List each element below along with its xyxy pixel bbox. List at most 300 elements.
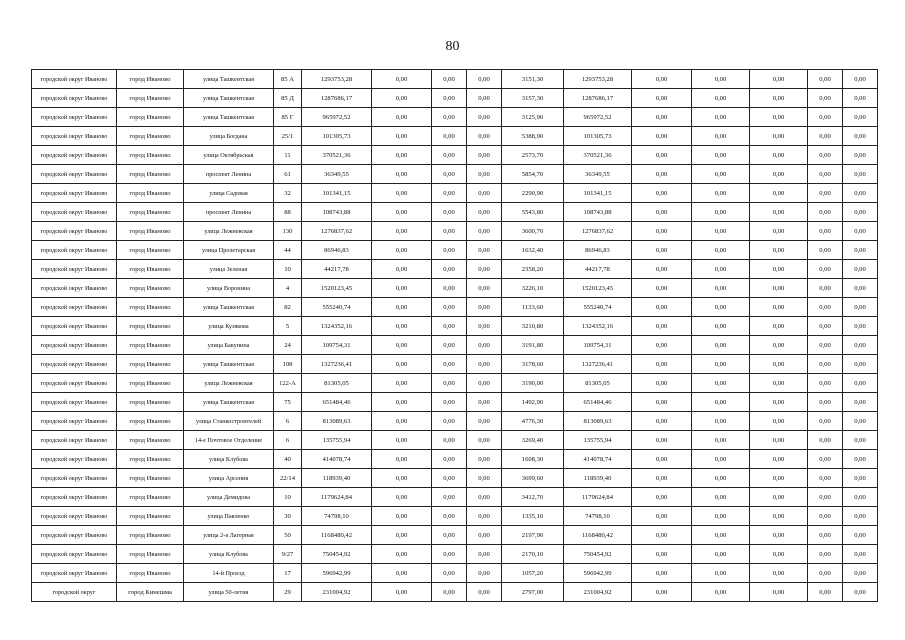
value-cell: 0,00 bbox=[632, 450, 692, 469]
value-cell: 0,00 bbox=[467, 583, 502, 602]
value-cell: 0,00 bbox=[467, 336, 502, 355]
value-cell: 0,00 bbox=[843, 298, 878, 317]
value-cell: 0,00 bbox=[808, 222, 843, 241]
value-cell: 0,00 bbox=[467, 165, 502, 184]
table-row bbox=[32, 431, 878, 450]
value-cell: 0,00 bbox=[843, 203, 878, 222]
value-cell: 0,00 bbox=[808, 70, 843, 89]
value-cell: 0,00 bbox=[432, 393, 467, 412]
locality-cell: город Иваново bbox=[117, 317, 184, 336]
locality-cell: город Иваново bbox=[117, 450, 184, 469]
value-cell: 0,00 bbox=[632, 583, 692, 602]
value-cell: 0,00 bbox=[692, 488, 750, 507]
value-cell: 0,00 bbox=[750, 469, 808, 488]
value-cell: 965972,52 bbox=[564, 108, 632, 127]
value-cell: 0,00 bbox=[750, 184, 808, 203]
street-cell: улица Арсения bbox=[184, 469, 274, 488]
table-row bbox=[32, 298, 878, 317]
value-cell: 81305,05 bbox=[302, 374, 372, 393]
value-cell: 0,00 bbox=[467, 89, 502, 108]
table-row bbox=[32, 336, 878, 355]
table-row bbox=[32, 89, 878, 108]
value-cell: 0,00 bbox=[692, 545, 750, 564]
value-cell: 0,00 bbox=[372, 336, 432, 355]
value-cell: 101341,15 bbox=[564, 184, 632, 203]
value-cell: 109754,31 bbox=[302, 336, 372, 355]
municipality-cell: городской округ Иваново bbox=[32, 564, 117, 583]
street-cell: улица Воронина bbox=[184, 279, 274, 298]
street-cell: улица Ташкентская bbox=[184, 89, 274, 108]
house-cell: 22/14 bbox=[274, 469, 302, 488]
locality-cell: город Иваново bbox=[117, 545, 184, 564]
municipality-cell: городской округ Иваново bbox=[32, 545, 117, 564]
area-cell: 3191,80 bbox=[502, 336, 564, 355]
value-cell: 0,00 bbox=[808, 260, 843, 279]
value-cell: 0,00 bbox=[843, 165, 878, 184]
value-cell: 0,00 bbox=[432, 431, 467, 450]
value-cell: 813089,63 bbox=[302, 412, 372, 431]
table-row bbox=[32, 488, 878, 507]
value-cell: 0,00 bbox=[750, 374, 808, 393]
street-cell: улица Ташкентская bbox=[184, 108, 274, 127]
table-row bbox=[32, 374, 878, 393]
street-cell: улица 2-я Лагерная bbox=[184, 526, 274, 545]
area-cell: 3412,70 bbox=[502, 488, 564, 507]
value-cell: 0,00 bbox=[843, 241, 878, 260]
value-cell: 0,00 bbox=[692, 374, 750, 393]
table-row bbox=[32, 526, 878, 545]
value-cell: 0,00 bbox=[692, 108, 750, 127]
value-cell: 0,00 bbox=[750, 165, 808, 184]
value-cell: 0,00 bbox=[843, 583, 878, 602]
locality-cell: город Иваново bbox=[117, 412, 184, 431]
value-cell: 0,00 bbox=[750, 526, 808, 545]
value-cell: 0,00 bbox=[808, 298, 843, 317]
value-cell: 0,00 bbox=[750, 564, 808, 583]
value-cell: 0,00 bbox=[372, 165, 432, 184]
table-row bbox=[32, 222, 878, 241]
street-cell: улица Зеленая bbox=[184, 260, 274, 279]
area-cell: 3226,10 bbox=[502, 279, 564, 298]
value-cell: 0,00 bbox=[432, 241, 467, 260]
table-row bbox=[32, 108, 878, 127]
house-cell: 108 bbox=[274, 355, 302, 374]
value-cell: 0,00 bbox=[467, 127, 502, 146]
value-cell: 0,00 bbox=[372, 564, 432, 583]
municipality-cell: городской округ Иваново bbox=[32, 488, 117, 507]
value-cell: 1168480,42 bbox=[302, 526, 372, 545]
locality-cell: город Иваново bbox=[117, 279, 184, 298]
area-cell: 1492,90 bbox=[502, 393, 564, 412]
area-cell: 2573,70 bbox=[502, 146, 564, 165]
value-cell: 0,00 bbox=[692, 583, 750, 602]
street-cell: улица Клубова bbox=[184, 545, 274, 564]
table-row bbox=[32, 545, 878, 564]
house-cell: 50 bbox=[274, 526, 302, 545]
value-cell: 0,00 bbox=[372, 127, 432, 146]
locality-cell: город Иваново bbox=[117, 355, 184, 374]
locality-cell: город Иваново bbox=[117, 127, 184, 146]
area-cell: 1608,30 bbox=[502, 450, 564, 469]
table-row bbox=[32, 393, 878, 412]
street-cell: улица Ташкентская bbox=[184, 355, 274, 374]
area-cell: 4776,30 bbox=[502, 412, 564, 431]
value-cell: 0,00 bbox=[432, 469, 467, 488]
value-cell: 0,00 bbox=[467, 564, 502, 583]
value-cell: 101305,73 bbox=[302, 127, 372, 146]
value-cell: 0,00 bbox=[692, 336, 750, 355]
street-cell: 14-й Проезд bbox=[184, 564, 274, 583]
value-cell: 0,00 bbox=[432, 526, 467, 545]
value-cell: 108743,88 bbox=[564, 203, 632, 222]
table-row bbox=[32, 469, 878, 488]
value-cell: 0,00 bbox=[843, 89, 878, 108]
locality-cell: город Иваново bbox=[117, 469, 184, 488]
house-cell: 25/1 bbox=[274, 127, 302, 146]
area-cell: 5854,70 bbox=[502, 165, 564, 184]
value-cell: 0,00 bbox=[372, 279, 432, 298]
house-cell: 44 bbox=[274, 241, 302, 260]
value-cell: 0,00 bbox=[692, 412, 750, 431]
value-cell: 0,00 bbox=[750, 203, 808, 222]
value-cell: 0,00 bbox=[808, 317, 843, 336]
value-cell: 0,00 bbox=[808, 127, 843, 146]
municipality-cell: городской округ Иваново bbox=[32, 70, 117, 89]
value-cell: 0,00 bbox=[467, 222, 502, 241]
value-cell: 0,00 bbox=[808, 146, 843, 165]
value-cell: 0,00 bbox=[432, 203, 467, 222]
value-cell: 0,00 bbox=[692, 70, 750, 89]
value-cell: 0,00 bbox=[808, 89, 843, 108]
table-row bbox=[32, 70, 878, 89]
value-cell: 36349,55 bbox=[302, 165, 372, 184]
street-cell: улица Садовая bbox=[184, 184, 274, 203]
value-cell: 0,00 bbox=[372, 526, 432, 545]
value-cell: 0,00 bbox=[632, 222, 692, 241]
value-cell: 0,00 bbox=[632, 317, 692, 336]
municipality-cell: городской округ Иваново bbox=[32, 108, 117, 127]
value-cell: 0,00 bbox=[750, 70, 808, 89]
street-cell: улица Октябрьская bbox=[184, 146, 274, 165]
value-cell: 0,00 bbox=[632, 165, 692, 184]
value-cell: 0,00 bbox=[372, 488, 432, 507]
value-cell: 0,00 bbox=[692, 222, 750, 241]
value-cell: 0,00 bbox=[467, 374, 502, 393]
municipality-cell: городской округ Иваново bbox=[32, 317, 117, 336]
value-cell: 0,00 bbox=[632, 393, 692, 412]
table-row bbox=[32, 450, 878, 469]
value-cell: 555240,74 bbox=[564, 298, 632, 317]
value-cell: 231004,92 bbox=[564, 583, 632, 602]
value-cell: 101341,15 bbox=[302, 184, 372, 203]
value-cell: 44217,78 bbox=[302, 260, 372, 279]
value-cell: 0,00 bbox=[808, 184, 843, 203]
area-cell: 2290,90 bbox=[502, 184, 564, 203]
value-cell: 0,00 bbox=[692, 317, 750, 336]
value-cell: 813089,63 bbox=[564, 412, 632, 431]
locality-cell: город Иваново bbox=[117, 89, 184, 108]
value-cell: 0,00 bbox=[808, 431, 843, 450]
street-cell: проспект Ленина bbox=[184, 165, 274, 184]
value-cell: 0,00 bbox=[843, 393, 878, 412]
page-number: 80 bbox=[445, 39, 460, 54]
value-cell: 0,00 bbox=[467, 412, 502, 431]
locality-cell: город Иваново bbox=[117, 260, 184, 279]
value-cell: 74798,10 bbox=[302, 507, 372, 526]
value-cell: 0,00 bbox=[467, 450, 502, 469]
value-cell: 0,00 bbox=[372, 374, 432, 393]
value-cell: 0,00 bbox=[808, 374, 843, 393]
value-cell: 0,00 bbox=[692, 127, 750, 146]
street-cell: 14-е Почтовое Отделение bbox=[184, 431, 274, 450]
table-row bbox=[32, 203, 878, 222]
value-cell: 0,00 bbox=[432, 564, 467, 583]
value-cell: 101305,73 bbox=[564, 127, 632, 146]
area-cell: 3190,00 bbox=[502, 374, 564, 393]
value-cell: 0,00 bbox=[843, 317, 878, 336]
area-cell: 3157,30 bbox=[502, 89, 564, 108]
value-cell: 0,00 bbox=[843, 526, 878, 545]
value-cell: 0,00 bbox=[632, 241, 692, 260]
value-cell: 0,00 bbox=[467, 545, 502, 564]
value-cell: 0,00 bbox=[467, 298, 502, 317]
value-cell: 1324352,16 bbox=[302, 317, 372, 336]
municipality-cell: городской округ Иваново bbox=[32, 507, 117, 526]
value-cell: 0,00 bbox=[843, 355, 878, 374]
street-cell: улица Ташкентская bbox=[184, 298, 274, 317]
value-cell: 0,00 bbox=[432, 355, 467, 374]
value-cell: 0,00 bbox=[632, 564, 692, 583]
street-cell: улица Павленко bbox=[184, 507, 274, 526]
area-cell: 5388,90 bbox=[502, 127, 564, 146]
house-cell: 30 bbox=[274, 507, 302, 526]
value-cell: 0,00 bbox=[432, 412, 467, 431]
value-cell: 0,00 bbox=[750, 488, 808, 507]
area-cell: 5543,80 bbox=[502, 203, 564, 222]
value-cell: 0,00 bbox=[843, 374, 878, 393]
value-cell: 0,00 bbox=[808, 564, 843, 583]
value-cell: 135755,94 bbox=[302, 431, 372, 450]
value-cell: 0,00 bbox=[432, 336, 467, 355]
house-cell: 122-А bbox=[274, 374, 302, 393]
value-cell: 0,00 bbox=[432, 507, 467, 526]
value-cell: 0,00 bbox=[372, 298, 432, 317]
municipality-cell: городской округ Иваново bbox=[32, 184, 117, 203]
value-cell: 0,00 bbox=[808, 336, 843, 355]
value-cell: 0,00 bbox=[432, 146, 467, 165]
value-cell: 0,00 bbox=[808, 165, 843, 184]
value-cell: 0,00 bbox=[372, 203, 432, 222]
value-cell: 370521,36 bbox=[302, 146, 372, 165]
value-cell: 1293753,28 bbox=[564, 70, 632, 89]
locality-cell: город Иваново bbox=[117, 241, 184, 260]
value-cell: 0,00 bbox=[843, 336, 878, 355]
value-cell: 1520123,45 bbox=[302, 279, 372, 298]
value-cell: 0,00 bbox=[808, 583, 843, 602]
value-cell: 74798,10 bbox=[564, 507, 632, 526]
house-cell: 29 bbox=[274, 583, 302, 602]
value-cell: 0,00 bbox=[632, 203, 692, 222]
table-row bbox=[32, 412, 878, 431]
table-row bbox=[32, 184, 878, 203]
value-cell: 109754,31 bbox=[564, 336, 632, 355]
value-cell: 0,00 bbox=[750, 450, 808, 469]
table-row bbox=[32, 507, 878, 526]
value-cell: 0,00 bbox=[467, 70, 502, 89]
area-cell: 1057,20 bbox=[502, 564, 564, 583]
value-cell: 0,00 bbox=[750, 507, 808, 526]
value-cell: 0,00 bbox=[467, 488, 502, 507]
value-cell: 1276837,62 bbox=[564, 222, 632, 241]
value-cell: 0,00 bbox=[372, 317, 432, 336]
locality-cell: город Иваново bbox=[117, 336, 184, 355]
value-cell: 1287686,17 bbox=[302, 89, 372, 108]
value-cell: 0,00 bbox=[692, 89, 750, 108]
value-cell: 0,00 bbox=[692, 279, 750, 298]
street-cell: улица Лежневская bbox=[184, 222, 274, 241]
value-cell: 0,00 bbox=[750, 412, 808, 431]
value-cell: 0,00 bbox=[467, 203, 502, 222]
value-cell: 0,00 bbox=[632, 488, 692, 507]
municipality-cell: городской округ Иваново bbox=[32, 203, 117, 222]
area-cell: 1133,60 bbox=[502, 298, 564, 317]
value-cell: 0,00 bbox=[432, 279, 467, 298]
municipality-cell: городской округ Иваново bbox=[32, 469, 117, 488]
value-cell: 965972,52 bbox=[302, 108, 372, 127]
value-cell: 36349,55 bbox=[564, 165, 632, 184]
value-cell: 0,00 bbox=[692, 564, 750, 583]
municipality-cell: городской округ Иваново bbox=[32, 127, 117, 146]
house-cell: 85 А bbox=[274, 70, 302, 89]
municipality-cell: городской округ Иваново bbox=[32, 393, 117, 412]
value-cell: 0,00 bbox=[843, 222, 878, 241]
value-cell: 0,00 bbox=[692, 507, 750, 526]
value-cell: 0,00 bbox=[467, 469, 502, 488]
value-cell: 651484,46 bbox=[302, 393, 372, 412]
value-cell: 0,00 bbox=[692, 184, 750, 203]
area-cell: 3600,70 bbox=[502, 222, 564, 241]
value-cell: 0,00 bbox=[467, 526, 502, 545]
register-table bbox=[31, 69, 878, 602]
value-cell: 0,00 bbox=[843, 545, 878, 564]
value-cell: 0,00 bbox=[372, 146, 432, 165]
table-row bbox=[32, 564, 878, 583]
value-cell: 0,00 bbox=[843, 412, 878, 431]
value-cell: 0,00 bbox=[632, 279, 692, 298]
area-cell: 3151,30 bbox=[502, 70, 564, 89]
value-cell: 0,00 bbox=[632, 507, 692, 526]
value-cell: 0,00 bbox=[372, 469, 432, 488]
value-cell: 135755,94 bbox=[564, 431, 632, 450]
locality-cell: город Кинешма bbox=[117, 583, 184, 602]
locality-cell: город Иваново bbox=[117, 298, 184, 317]
value-cell: 0,00 bbox=[692, 469, 750, 488]
street-cell: улица Бакунина bbox=[184, 336, 274, 355]
house-cell: 6 bbox=[274, 431, 302, 450]
value-cell: 0,00 bbox=[692, 355, 750, 374]
value-cell: 0,00 bbox=[632, 70, 692, 89]
value-cell: 0,00 bbox=[808, 450, 843, 469]
value-cell: 0,00 bbox=[808, 507, 843, 526]
value-cell: 0,00 bbox=[372, 222, 432, 241]
value-cell: 0,00 bbox=[372, 583, 432, 602]
house-cell: 11 bbox=[274, 146, 302, 165]
value-cell: 414078,74 bbox=[302, 450, 372, 469]
value-cell: 0,00 bbox=[432, 298, 467, 317]
value-cell: 1179624,84 bbox=[564, 488, 632, 507]
value-cell: 0,00 bbox=[372, 450, 432, 469]
value-cell: 0,00 bbox=[808, 279, 843, 298]
value-cell: 0,00 bbox=[632, 431, 692, 450]
value-cell: 555240,74 bbox=[302, 298, 372, 317]
value-cell: 0,00 bbox=[843, 450, 878, 469]
value-cell: 0,00 bbox=[372, 355, 432, 374]
area-cell: 3699,60 bbox=[502, 469, 564, 488]
value-cell: 0,00 bbox=[692, 260, 750, 279]
value-cell: 0,00 bbox=[808, 526, 843, 545]
value-cell: 0,00 bbox=[750, 393, 808, 412]
value-cell: 0,00 bbox=[692, 298, 750, 317]
area-cell: 3178,60 bbox=[502, 355, 564, 374]
value-cell: 0,00 bbox=[632, 127, 692, 146]
value-cell: 1179624,84 bbox=[302, 488, 372, 507]
value-cell: 0,00 bbox=[372, 431, 432, 450]
municipality-cell: городской округ Иваново bbox=[32, 279, 117, 298]
municipality-cell: городской округ Иваново bbox=[32, 431, 117, 450]
value-cell: 0,00 bbox=[432, 450, 467, 469]
table-row bbox=[32, 355, 878, 374]
house-cell: 10 bbox=[274, 488, 302, 507]
value-cell: 0,00 bbox=[692, 241, 750, 260]
value-cell: 0,00 bbox=[692, 450, 750, 469]
value-cell: 0,00 bbox=[432, 545, 467, 564]
house-cell: 32 bbox=[274, 184, 302, 203]
value-cell: 0,00 bbox=[843, 127, 878, 146]
value-cell: 0,00 bbox=[432, 127, 467, 146]
value-cell: 0,00 bbox=[843, 431, 878, 450]
value-cell: 750454,92 bbox=[564, 545, 632, 564]
value-cell: 86946,83 bbox=[564, 241, 632, 260]
municipality-cell: городской округ Иваново bbox=[32, 526, 117, 545]
value-cell: 0,00 bbox=[843, 564, 878, 583]
street-cell: улица Ташкентская bbox=[184, 393, 274, 412]
municipality-cell: городской округ Иваново bbox=[32, 450, 117, 469]
municipality-cell: городской округ Иваново bbox=[32, 412, 117, 431]
house-cell: 9/27 bbox=[274, 545, 302, 564]
value-cell: 0,00 bbox=[750, 583, 808, 602]
value-cell: 0,00 bbox=[467, 393, 502, 412]
value-cell: 0,00 bbox=[808, 469, 843, 488]
locality-cell: город Иваново bbox=[117, 222, 184, 241]
municipality-cell: городской округ bbox=[32, 583, 117, 602]
table-row bbox=[32, 165, 878, 184]
municipality-cell: городской округ Иваново bbox=[32, 89, 117, 108]
value-cell: 0,00 bbox=[467, 184, 502, 203]
municipality-cell: городской округ Иваново bbox=[32, 336, 117, 355]
value-cell: 0,00 bbox=[467, 146, 502, 165]
value-cell: 1324352,16 bbox=[564, 317, 632, 336]
municipality-cell: городской округ Иваново bbox=[32, 146, 117, 165]
value-cell: 0,00 bbox=[808, 355, 843, 374]
street-cell: улица Ташкентская bbox=[184, 70, 274, 89]
street-cell: улица Пролетарская bbox=[184, 241, 274, 260]
value-cell: 44217,78 bbox=[564, 260, 632, 279]
municipality-cell: городской округ Иваново bbox=[32, 260, 117, 279]
value-cell: 0,00 bbox=[843, 146, 878, 165]
value-cell: 0,00 bbox=[750, 317, 808, 336]
locality-cell: город Иваново bbox=[117, 108, 184, 127]
municipality-cell: городской округ Иваново bbox=[32, 222, 117, 241]
